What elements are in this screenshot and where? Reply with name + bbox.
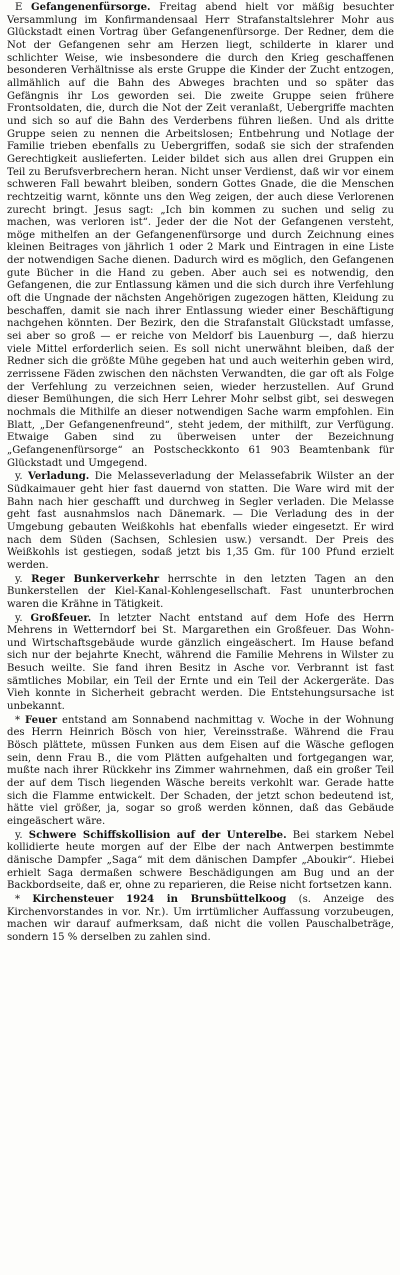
article-tag: y. — [15, 612, 23, 624]
article-tag: E — [15, 2, 23, 13]
article-gefangenenfuersorge — [7, 2, 394, 470]
article-heading: Gefangenenfürsorge. — [31, 2, 151, 13]
article-heading: Reger Bunkerverkehr — [31, 573, 160, 585]
article-body: In letzter Nacht entstand auf dem Hofe des Herrn Mehrens in Wetterndorf bei St. Margarethen ein Großfeuer. Das Wohn- und Wirtschaftsgebäude wurde gänzlich eingeäschert. Im Hause befand sich nur der bejahrte Knecht, während die Familie Mehrens in Wilster zu Besuch weilte. Sie fand ihren Besitz in Asche vor. Verbrannt ist fast sämtliches Mobilar, ein Teil der Ernte und ein Teil der Ackergeräte. Das Vieh konnte in Sicherheit gebracht werden. Die Entstehungsursache ist unbekannt. — [7, 612, 394, 713]
article-body: Die Melasseverladung der Melassefabrik Wilster an der Südkaimauer geht hier fast dauernd von statten. Die Ware wird mit der Bahn nach hier geschafft und durchweg in Segler verladen. Die Melasse geht fast ausnahmslos nach Dänemark. — Die Verladung des in der Umgebung gebauten Weißkohls hat ebenfalls wieder eingesetzt. Er wird nach dem Süden (Sachsen, Schlesien usw.) versandt. Der Preis des Weißkohls ist gestiegen, sodaß jetzt bis 1,35 Gm. für 100 Pfund erzielt werden. — [7, 471, 394, 571]
article-heading: Großfeuer. — [30, 612, 92, 624]
article-body: herrschte in den letzten Tagen an den Bunkerstellen der Kiel-Kanal-Kohlengesellschaft. Fast ununterbrochen waren die Krähne in Tätigkeit. — [7, 573, 395, 610]
article-heading: Feuer — [24, 714, 58, 726]
article-body: Bei starkem Nebel kollidierte heute morgen auf der Elbe der nach Antwerpen bestimmte dänische Dampfer „Saga“ mit dem dänischen Dampfer „Aboukir“. Hiebei erhielt Saga dermaßen schwere Beschädigungen am Bug und an der Backbordseite, daß er, ohne zu reparieren, die Reise nicht fortsetzen kann. — [7, 829, 395, 892]
article-verladung — [7, 471, 394, 572]
article-bunkerverkehr — [7, 574, 394, 612]
article-grossfeuer — [7, 613, 394, 714]
article-body: entstand am Sonnabend nachmittag v. Woche in der Wohnung des Herrn Heinrich Bösch von hier, Vereinsstraße. Während die Frau Bösch plättete, müssen Funken aus dem Eisen auf die Wäsche geflogen sein, denn Frau B., die vom Plätten aufgehalten und fortgegangen war, mußte nach ihrer Rückkehr ins Zimmer wahrnehmen, daß ein großer Teil der auf dem Tisch liegenden Wäsche bereits verkohlt war. Gerade hatte sich die Flamme entwickelt. Der Schaden, der jetzt schon bedeutend ist, hätte viel größer, ja, sogar so groß werden können, daß das Gebäude eingeäschert wäre. — [7, 714, 394, 827]
article-heading: Kirchensteuer 1924 in Brunsbüttelkoog — [32, 893, 287, 905]
article-tag: y. — [15, 471, 23, 483]
article-schiffskollision — [7, 830, 394, 893]
article-tag: y. — [15, 829, 23, 841]
article-body: (s. Anzeige des Kirchenvorstandes in vor. Nr.). Um irrtümlicher Auffassung vorzubeugen, machen wir darauf aufmerksam, daß nicht die vollen Pauschalbeträge, sondern 15 % derselben zu zahlen sind. — [7, 893, 394, 943]
article-tag: * — [15, 714, 21, 726]
article-kirchensteuer — [7, 894, 394, 945]
article-heading: Verladung. — [27, 471, 90, 483]
article-body: Freitag abend hielt vor mäßig besuchter Versammlung im Konfirmandensaal Herr Strafanstaltslehrer Mohr aus Glückstadt einen Vortrag über Gefangenenfürsorge. Der Redner, dem die Not der Gefangenen sehr am Herzen liegt, schilderte in klarer und schlichter Weise, wie insbesondere die durch den Krieg geschaffenen besonderen Verhältnisse als erste Gruppe die Kinder der Zucht entzogen, allmählich auf die Bahn des Abweges brachten und so später das Gefängnis ihr Los geworden sei. Die zweite Gruppe seien frühere Frontsoldaten, die, durch die Not der Zeit veranlaßt, Uebergriffe machten und sich so auf die Bahn des Verderbens führen ließen. Und als dritte Gruppe seien zu nennen die Arbeitslosen; Entbehrung und Notlage der Familie trieben ebenfalls zu Uebergriffen, sodaß sie sich der strafenden Gerechtigkeit auslieferten. Leider bildet sich aus allen drei Gruppen ein Teil zu Berufsverbrechern heran. Nicht unser Verdienst, daß wir vor einem schweren Fall bewahrt bleiben, sondern Gottes Gnade, die die Menschen rechtzeitig warnt, könnte uns den Weg zeigen, der auch diese Verlorenen zurecht bringt. Jesus sagt: „Ich bin kommen zu suchen und selig zu machen, was verloren ist“. Jeder der die Not der Gefangenen versteht, möge mithelfen an der Gefangenenfürsorge und durch Zeichnung eines kleinen Beitrages von jährlich 1 oder 2 Mark und Eintragen in eine Liste der notwendigen Sache dienen. Dadurch wird es möglich, den Gefangenen gute Bücher in die Hand zu geben. Aber auch sei es notwendig, den Gefangenen, die zur Entlassung kämen und die sich durch ihre Verfehlung oft die Ungnade der nächsten Angehörigen zugezogen hätten, Kleidung zu beschaffen, damit sie nach ihrer Entlassung wieder einer Beschäftigung nachgehen könnten. Der Bezirk, den die Strafanstalt Glückstadt umfasse, sei aber so groß — er reiche von Meldorf bis Lauenburg —, daß hierzu viele Mittel erforderlich seien. Es soll nicht unerwähnt bleiben, daß der Redner sich die größte Mühe gegeben hat und auch weiterhin geben wird, zerrissene Fäden zwischen den nächsten Verwandten, die gar oft als Folge der Verfehlung zu verzeichnen seien, wieder herzustellen. Auf Grund dieser Bemühungen, die sich Herr Lehrer Mohr selbst gibt, sei deswegen nochmals die Mithilfe an dieser notwendigen Sache warm empfohlen. Ein Blatt, „Der Gefangenenfreund“, steht jedem, der mithilft, zur Verfügung. Etwaige Gaben sind zu überweisen unter der Bezeichnung „Gefangenenfürsorge“ an Postscheckkonto 61 903 Beamtenbank für Glückstadt und Umgegend. — [7, 2, 394, 469]
article-tag: * — [15, 893, 21, 905]
article-tag: y. — [15, 573, 23, 585]
article-feuer — [7, 715, 394, 829]
article-heading: Schwere Schiffskollision auf der Unterelbe. — [28, 829, 287, 841]
